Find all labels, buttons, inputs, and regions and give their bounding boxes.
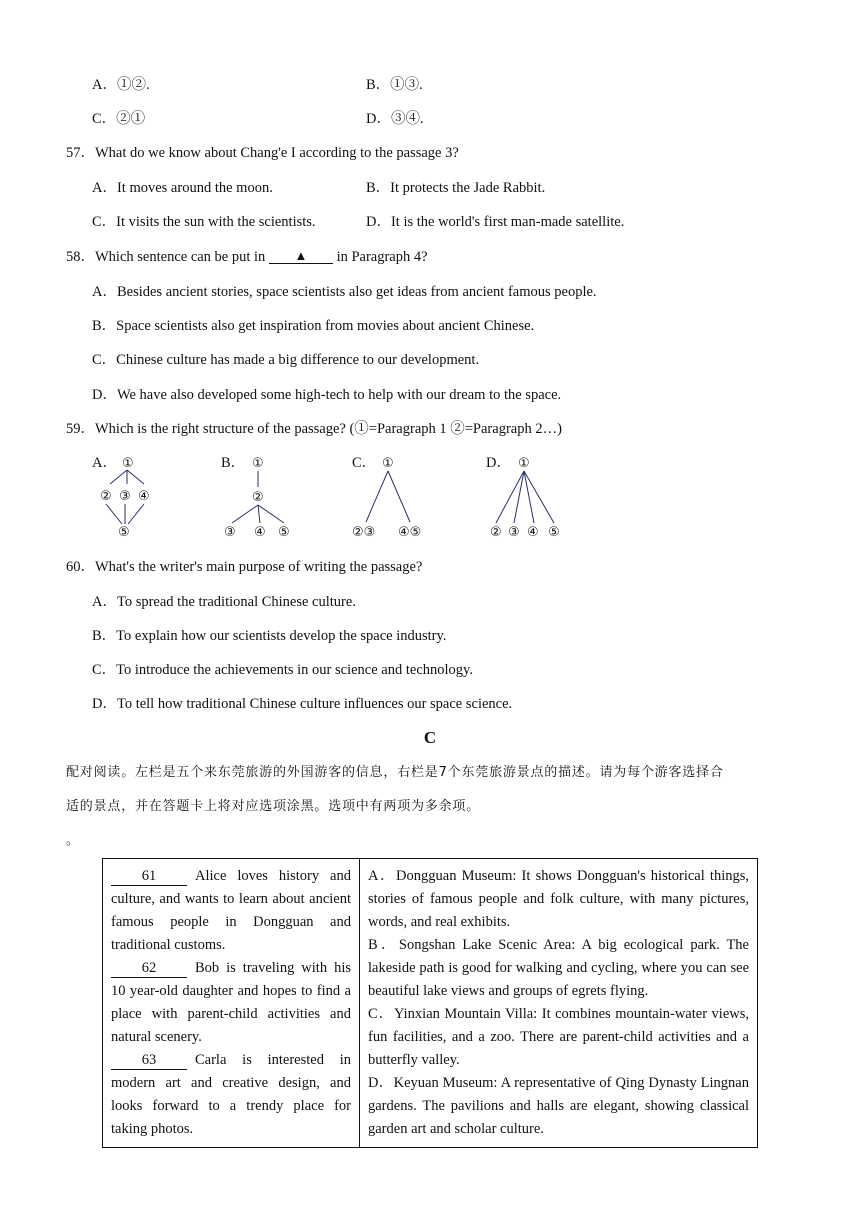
diagram-a-node-2: ②	[100, 489, 112, 504]
q58-stem-post: in Paragraph 4?	[336, 249, 428, 265]
visitors-column	[103, 859, 360, 1148]
q57-option-d[interactable]: D．It is the world's first man-made satellite.	[366, 214, 625, 230]
q60-option-b[interactable]: B．To explain how our scientists develop the space industry.	[92, 628, 447, 644]
q59-diagram-d[interactable]	[486, 450, 576, 542]
diagram-b-node-5: ⑤	[278, 525, 290, 540]
q59-option-b-label[interactable]: B．	[221, 455, 246, 471]
visitor-61-text: Alice loves history and culture, and wants to learn about ancient famous people in Dongguan and traditional customs.	[111, 868, 351, 953]
attraction-d: D．Keyuan Museum: A representative of Qing Dynasty Lingnan gardens. The pavilions and halls are elegant, showing classical garden art and scholar culture.	[368, 1075, 749, 1137]
q59-diagram-c[interactable]	[348, 450, 438, 542]
visitor-63	[111, 1049, 351, 1141]
q57-option-a[interactable]: A．It moves around the moon.	[92, 180, 273, 196]
q56-option-b[interactable]: B．①③.	[366, 77, 423, 93]
diagram-c-node-right: ④⑤	[398, 525, 422, 540]
attraction-b: B．Songshan Lake Scenic Area: A big ecological park. The lakeside path is good for walking and cycling, where you can see beautiful lake views and groups of egrets flying.	[368, 937, 749, 999]
diagram-d-node-3: ③	[508, 525, 520, 540]
diagram-b-node-3: ③	[224, 525, 236, 540]
visitor-62-text: Bob is traveling with his 10 year-old daughter and hopes to find a place with parent-child activities and natural scenery.	[111, 960, 351, 1045]
q59-option-c-label[interactable]: C．	[352, 455, 377, 471]
q58-stem-pre: 58．Which sentence can be put in	[66, 249, 266, 265]
matching-table	[102, 858, 758, 1148]
q56-option-c[interactable]: C．②①	[92, 111, 146, 127]
q60-option-a[interactable]: A．To spread the traditional Chinese culture.	[92, 594, 356, 610]
diagram-b-node-4: ④	[254, 525, 266, 540]
q59-option-a-label[interactable]: A．	[92, 455, 117, 471]
q58-option-d[interactable]: D．We have also developed some high-tech to help with our dream to the space.	[92, 387, 562, 403]
q56-option-d[interactable]: D．③④.	[366, 111, 424, 127]
q59-diagram-a[interactable]	[98, 450, 168, 542]
diagram-b-node-1: ①	[252, 456, 264, 471]
q58-option-c[interactable]: C．Chinese culture has made a big difference to our development.	[92, 352, 480, 368]
diagram-d-node-4: ④	[527, 525, 539, 540]
visitor-63-text: Carla is interested in modern art and creative design, and looks forward to a trendy place for taking photos.	[111, 1052, 351, 1137]
diagram-a-node-5: ⑤	[118, 525, 130, 540]
q56-option-a[interactable]: A．①②.	[92, 77, 150, 93]
answer-blank-62[interactable]: 62	[111, 960, 187, 978]
q58-option-a[interactable]: A．Besides ancient stories, space scientists also get ideas from ancient famous people.	[92, 284, 597, 300]
diagram-a-node-3: ③	[119, 489, 131, 504]
q60-option-d[interactable]: D．To tell how traditional Chinese culture influences our space science.	[92, 696, 513, 712]
diagram-d-node-1: ①	[518, 456, 530, 471]
attraction-c: C．Yinxian Mountain Villa: It combines mountain-water views, fun facilities, and a zoo. There are parent-child activities and a butterfly valley.	[368, 1006, 749, 1068]
q60-option-c[interactable]: C．To introduce the achievements in our science and technology.	[92, 662, 473, 678]
q59-stem: 59．Which is the right structure of the passage? (①=Paragraph 1 ②=Paragraph 2…)	[66, 421, 562, 437]
attractions-column	[360, 859, 758, 1148]
diagram-c-node-1: ①	[382, 456, 394, 471]
attraction-a: A．Dongguan Museum: It shows Dongguan's historical things, stories of famous people and folk culture, with many pictures, words, and real exhibits.	[368, 868, 749, 930]
visitor-61	[111, 865, 351, 957]
diagram-a-node-1: ①	[122, 456, 134, 471]
answer-blank-63[interactable]: 63	[111, 1052, 187, 1070]
q57-option-c[interactable]: C．It visits the sun with the scientists.	[92, 214, 316, 230]
visitor-62	[111, 957, 351, 1049]
diagram-d-node-5: ⑤	[548, 525, 560, 540]
diagram-b-node-2: ②	[252, 490, 264, 505]
q59-option-d-label[interactable]: D．	[486, 455, 511, 471]
q57-option-b[interactable]: B．It protects the Jade Rabbit.	[366, 180, 546, 196]
q60-stem: 60．What's the writer's main purpose of writing the passage?	[66, 559, 423, 575]
q59-diagram-b[interactable]	[218, 450, 298, 542]
answer-blank-61[interactable]: 61	[111, 868, 187, 886]
diagram-c-node-left: ②③	[352, 525, 376, 540]
stray-mark: 。	[66, 833, 80, 848]
section-c-instruction-line2: 适的景点，并在答题卡上将对应选项涂黑。选项中有两项为多余项。	[66, 799, 481, 814]
section-c-instruction-line1: 配对阅读。左栏是五个来东莞旅游的外国游客的信息，右栏是7个东莞旅游景点的描述。请为每个游客选择合	[66, 765, 724, 780]
section-c-title: C	[423, 728, 437, 747]
diagram-a-node-4: ④	[138, 489, 150, 504]
diagram-d-node-2: ②	[490, 525, 502, 540]
q58-blank: ▲	[269, 248, 333, 264]
q58-stem	[66, 248, 428, 266]
q58-option-b[interactable]: B．Space scientists also get inspiration from movies about ancient Chinese.	[92, 318, 535, 334]
q57-stem: 57．What do we know about Chang'e I according to the passage 3?	[66, 145, 459, 161]
